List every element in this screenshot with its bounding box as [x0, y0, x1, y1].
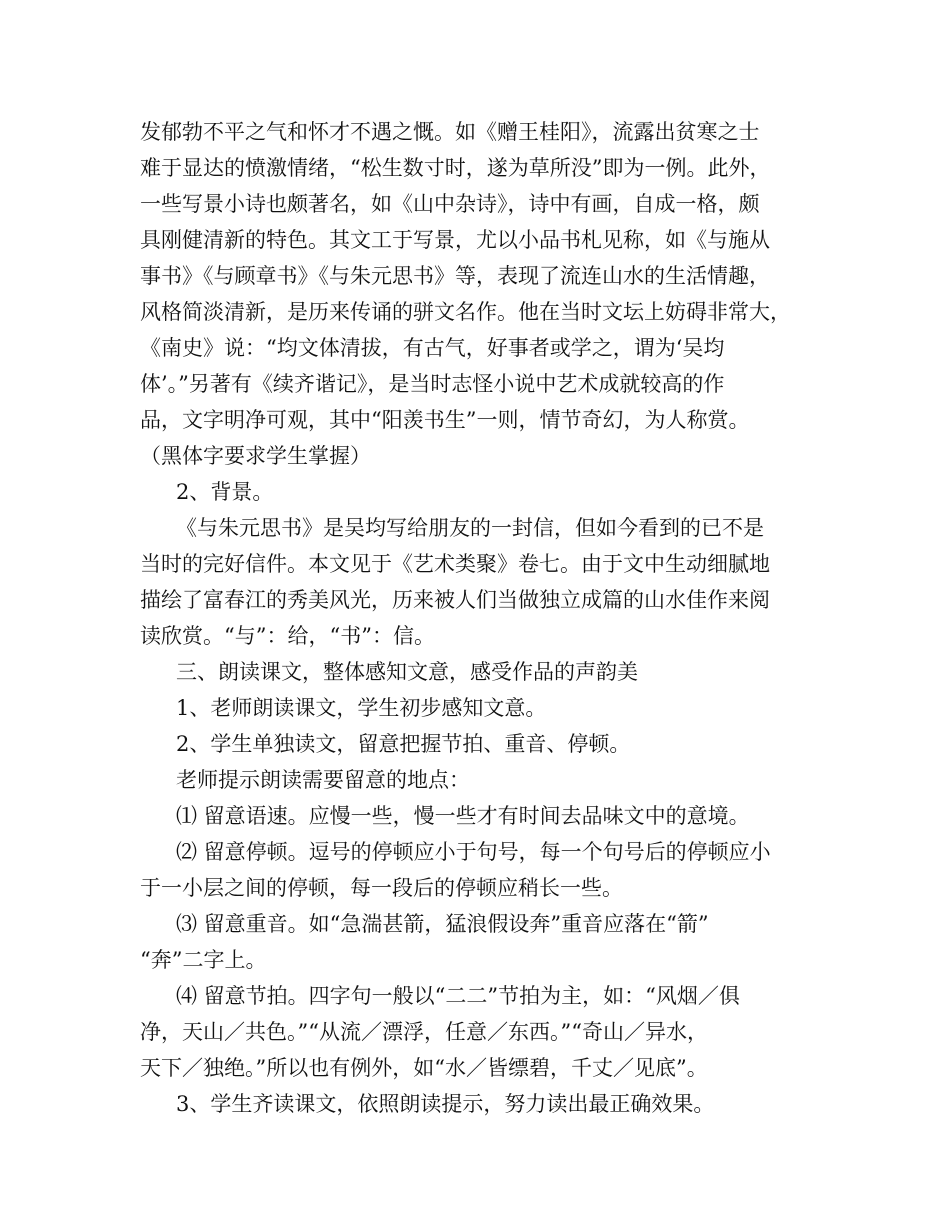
text-line: 《与朱元思书》是吴均写给朋友的一封信，但如今看到的已不是: [176, 516, 764, 540]
list-item: ⑶ 留意重音。如“急湍甚箭，猛浪假设奔”重音应落在“箭”: [176, 912, 709, 936]
list-item: 2、学生单独读文，留意把握节拍、重音、停顿。: [176, 732, 631, 756]
text-line: 天下／独绝。”所以也有例外，如“水／皆缥碧，千丈／见底”。: [140, 1056, 708, 1080]
text-line: 描绘了富春江的秀美风光，历来被人们当做独立成篇的山水佳作来阅: [140, 588, 770, 612]
list-item: 3、学生齐读课文，依照朗读提示，努力读出最正确效果。: [176, 1092, 715, 1116]
text-line: “奔”二字上。: [140, 948, 267, 972]
section-heading: 三、朗读课文，整体感知文意，感受作品的声韵美: [176, 660, 638, 684]
text-line: 难于显达的愤激情绪，“松生数寸时，遂为草所没”即为一例。此外，: [140, 156, 771, 180]
text-line: 体’。”另著有《续齐谐记》，是当时志怪小说中艺术成就较高的作: [140, 372, 725, 396]
text-line: 读欣赏。“与”：给，“书”：信。: [140, 624, 435, 648]
list-item: ⑷ 留意节拍。四字句一般以“二二”节拍为主，如：“风烟／俱: [176, 984, 740, 1008]
section-heading: 2、背景。: [176, 480, 274, 504]
text-line: 当时的完好信件。本文见于《艺术类聚》卷七。由于文中生动细腻地: [140, 552, 770, 576]
text-line: 发郁勃不平之气和怀才不遇之慨。如《赠王桂阳》，流露出贫寒之士: [140, 120, 760, 144]
list-item: 1、老师朗读课文，学生初步感知文意。: [176, 696, 547, 720]
list-item: ⑵ 留意停顿。逗号的停顿应小于句号，每一个句号后的停顿应小: [176, 840, 771, 864]
text-line: 具刚健清新的特色。其文工于写景，尤以小品书札见称，如《与施从: [140, 228, 770, 252]
text-line: 老师提示朗读需要留意的地点：: [176, 768, 470, 792]
text-line: 一些写景小诗也颇著名，如《山中杂诗》，诗中有画，自成一格，颇: [140, 192, 760, 216]
text-line: 风格简淡清新，是历来传诵的骈文名作。他在当时文坛上妨碍非常大，: [140, 300, 791, 324]
text-line: 品，文字明净可观，其中“阳羡书生”一则，情节奇幻，为人称赏。: [140, 408, 750, 432]
text-line: （黑体字要求学生掌握）: [140, 444, 371, 468]
text-line: 《南史》说：“均文体清拔，有古气，好事者或学之，谓为‘吴均: [140, 336, 725, 360]
text-line: 于一小层之间的停顿，每一段后的停顿应稍长一些。: [140, 876, 623, 900]
text-line: 净，天山／共色。”“从流／漂浮，任意／东西。”“奇山／异水，: [140, 1020, 708, 1044]
list-item: ⑴ 留意语速。应慢一些，慢一些才有时间去品味文中的意境。: [176, 804, 750, 828]
text-line: 事书》《与顾章书》《与朱元思书》等，表现了流连山水的生活情趣，: [140, 264, 770, 288]
